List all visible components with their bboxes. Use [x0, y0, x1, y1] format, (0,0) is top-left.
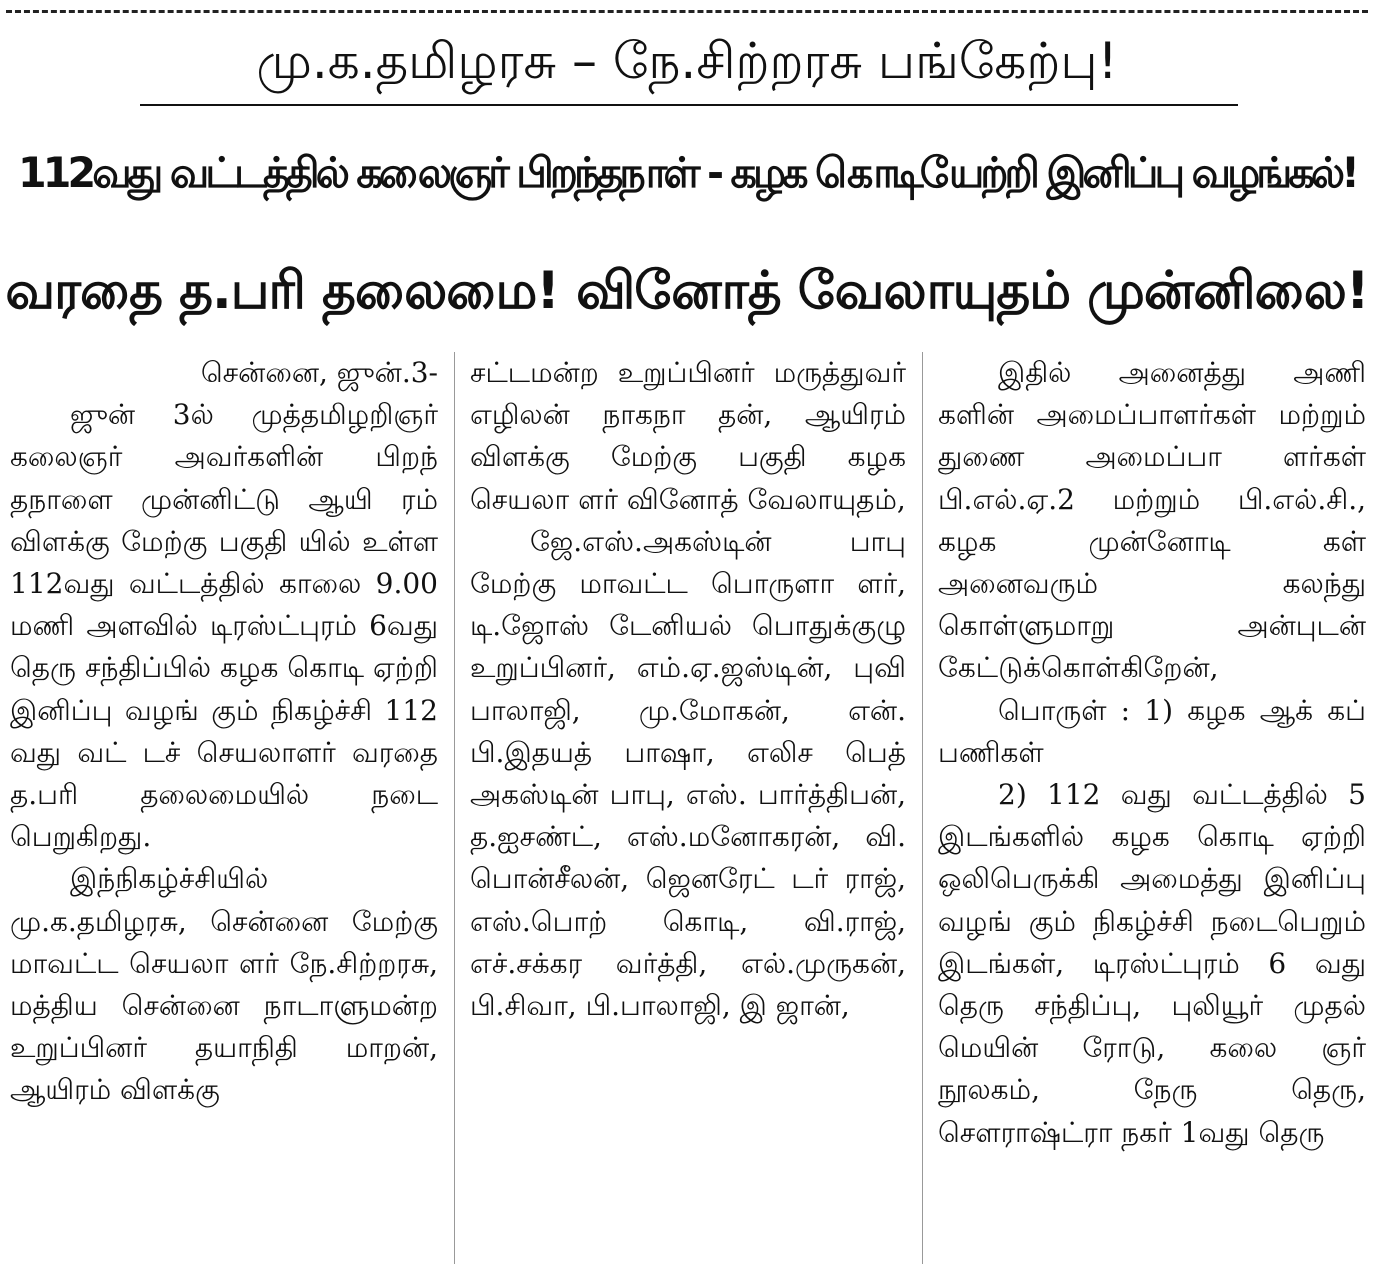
kicker-headline: மு.க.தமிழரசு – நே.சிற்றரசு பங்கேற்பு!	[256, 32, 1118, 90]
article-body	[0, 352, 1374, 1264]
paragraph: 2) 112 வது வட்டத்தில் 5 இடங்களில் கழக கொடி ஏற்றி ஒலிபெருக்கி அமைத்து இனிப்பு வழங் கும் நிகழ்ச்சி நடைபெறும் இடங்கள், டிரஸ்ட்புரம் 6 வது தெரு சந்திப்பு, புலியூர் முதல் மெயின் ரோடு, கலை ஞர் நூலகம், நேரு தெரு, சௌராஷ்ட்ரா நகர் 1வது தெரு	[938, 778, 1366, 1149]
column-2	[470, 352, 906, 1264]
paragraph: சட்டமன்ற உறுப்பினர் மருத்துவர் எழிலன் நாகநா தன், ஆயிரம் விளக்கு மேற்கு பகுதி கழக செயலா ளர் வினோத் வேலாயுதம்,	[470, 356, 906, 516]
column-1	[10, 352, 438, 1264]
paragraph: ஜே.எஸ்.அகஸ்டின் பாபு மேற்கு மாவட்ட பொருளா ளர், டி.ஜோஸ் டேனியல் பொதுக்குழு உறுப்பினர், எம்.ஏ.ஜஸ்டின், புவி பாலாஜி, மு.மோகன், என். பி.இதயத் பாஷா, எலிச பெத் அகஸ்டின் பாபு, எஸ். பார்த்திபன், த.ஐசண்ட், எஸ்.மனோகரன், வி. பொன்சீலன், ஜெனரேட் டர் ராஜ், எஸ்.பொற் கொடி, வி.ராஜ், எச்.சக்கர வர்த்தி, எல்.முருகன், பி.சிவா, பி.பாலாஜி, இ ஜான்,	[470, 524, 906, 1023]
paragraph: இந்நிகழ்ச்சியில் மு.க.தமிழரசு, சென்னை மேற்கு மாவட்ட செயலா ளர் நே.சிற்றரசு, மத்திய சென்னை நாடாளுமன்ற உறுப்பினர் தயாநிதி மாறன், ஆயிரம் விளக்கு	[10, 862, 438, 1107]
dateline: சென்னை, ஜுன்.3-	[200, 356, 438, 389]
dashed-border	[6, 10, 1368, 13]
column-3	[938, 352, 1366, 1264]
paragraph: ஜுன் 3ல் முத்தமிழறிஞர் கலைஞர் அவர்களின் பிறந் தநாளை முன்னிட்டு ஆயி ரம் விளக்கு மேற்கு பகுதி யில் உள்ள 112வது வட்டத்தில் காலை 9.00 மணி அளவில் டிரஸ்ட்புரம் 6வது தெரு சந்திப்பில் கழக கொடி ஏற்றி இனிப்பு வழங் கும் நிகழ்ச்சி 112 வது வட் டச் செயலாளர் வரதை த.பரி தலைமையில் நடை பெறுகிறது.	[10, 398, 438, 854]
sub-headline: வரதை த.பரி தலைமை! வினோத் வேலாயுதம் முன்னிலை!	[5, 261, 1369, 321]
column-divider	[922, 352, 923, 1264]
paragraph: பொருள் : 1) கழக ஆக் கப் பணிகள்	[938, 693, 1366, 769]
column-divider	[454, 352, 455, 1264]
paragraph: இதில் அனைத்து அணி களின் அமைப்பாளர்கள் மற்றும் துணை அமைப்பா ளர்கள் பி.எல்.ஏ.2 மற்றும் பி.எல்.சி., கழக முன்னோடி கள் அனைவரும் கலந்து கொள்ளுமாறு அன்புடன் கேட்டுக்கொள்கிறேன்,	[938, 356, 1366, 685]
main-headline: 112வது வட்டத்தில் கலைஞர் பிறந்தநாள் - கழக கொடியேற்றி இனிப்பு வழங்கல்!	[18, 148, 1356, 197]
kicker-underline	[140, 104, 1238, 106]
